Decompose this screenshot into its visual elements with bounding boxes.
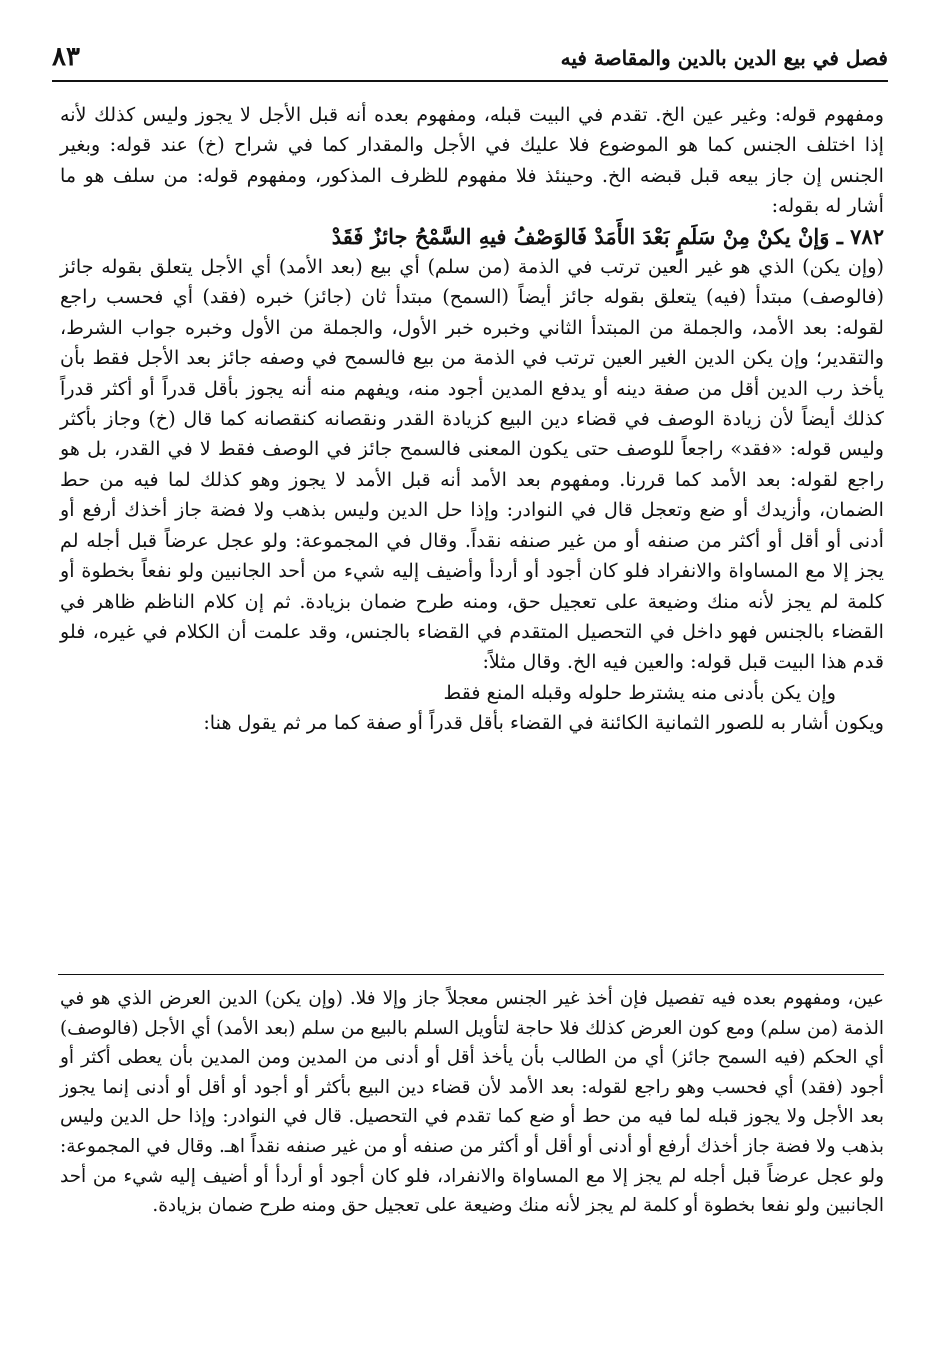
paragraph-intro: ومفهوم قوله: وغير عين الخ. تقدم في البيت قبله، ومفهوم بعده أنه قبل الأجل لا يجوز وليس كذلك لأنه إذا اختلف الجنس كما هو الموضوع فلا عليك في الأجل والمقدار كما في شراح (خ) عند قوله: وبغير الجنس إن جاز بيعه قبل قبضه الخ. وحينئذ فلا مفهوم للظرف المذكور، ومفهوم قوله: من سلف هو ما أشار له بقوله: [60, 103, 884, 218]
quoted-verse: وإن يكن بأدنى منه يشترط حلوله وقبله المنع فقط [443, 680, 836, 704]
footnote-section [60, 984, 884, 1221]
page-number: ٨٣ [52, 42, 80, 72]
paragraph-commentary: (وإن يكن) الذي هو غير العين ترتب في الذمة (من سلم) أي بيع (بعد الأمد) أي الأجل يتعلق بقوله جائز (فالوصف) مبتدأ (فيه) يتعلق بقوله جائز أيضاً (السمح) مبتدأ ثان (جائز) خبره (فقد) أي فحسب راجع لقوله: بعد الأمد، والجملة من المبتدأ الثاني وخبره خبر الأول، والجملة من الأول وخبره جواب الشرط، والتقدير؛ وإن يكن الدين الغير العين ترتب في الذمة من بيع فالسمح في وصفه جائز بعد الأجل فقط بأن يأخذ رب الدين أقل من صفة دينه أو يدفع المدين أجود منه، ويفهم منه أنه يجوز بأقل قدراً أو أكثر قدراً كذلك أيضاً لأن زيادة الوصف في قضاء دين البيع كزيادة القدر ونقصانه كنقصانه كما قال (خ) وجاز بأكثر وليس قوله: «فقد» راجعاً للوصف حتى يكون المعنى فالسمح جائز في الوصف فقط لا في القدر، بل هو راجع لقوله: بعد الأمد كما قررنا. ومفهوم بعد الأمد أنه قبل الأمد لا يجوز وهو كذلك لما فيه من حط الضمان، وأزيدك أو ضع وتعجل قال في النوادر: وإذا حل الدين وليس بذهب ولا فضة جاز أخذك أرفع أو أدنى أو أقل أو أكثر من صنفه أو من غير صنفه نقداً. وقال في المجموعة: ولو عجل عرضاً قبل أجله لم يجز إلا مع المساواة والانفراد فلو كان أجود أو أردأ وأضيف إليه شيء من أحد الجانبين ولو نفعاً بخطوة أو كلمة لم يجز لأنه منك وضيعة على تعجيل حق، ومنه طرح ضمان بزيادة. ثم إن كلام الناظم ظاهر في القضاء بالجنس فهو داخل في التحصيل المتقدم في القضاء بالجنس، وقد علمت أن الكلام في غيره، فلو قدم هذا البيت قبل قوله: والعين فيه الخ. وقال مثلاً: [60, 255, 884, 674]
page-header [52, 40, 888, 82]
running-title: فصل في بيع الدين بالدين والمقاصة فيه [560, 46, 888, 70]
footnote-text: عين، ومفهوم بعده فيه تفصيل فإن أخذ غير الجنس معجلاً جاز وإلا فلا. (وإن يكن) الدين العرض الذي هو في الذمة (من سلم) ومع كون العرض كذلك فلا حاجة لتأويل السلم بالبيع من سلم (بعد الأمد) أي الأجل (فالوصف) أي الحكم (فيه السمح جائز) أي من الطالب بأن يأخذ أقل أو أدنى من المدين ومن المدين بأن يعطى أكثر أو أجود (فقد) أي فحسب وهو راجع لقوله: بعد الأمد لأن قضاء دين البيع بأكثر أو أجود أو أقل أو أدنى إنما يجوز بعد الأجل ولا يجوز قبله لما فيه من حط أو ضع كما تقدم في التحصيل. قال في النوادر: وإذا حل الدين وليس بذهب ولا فضة جاز أخذك أرفع أو أدنى أو أقل أو أكثر من صنفه أو من غير صنفه نقداً اهـ. وقال في المجموعة: ولو عجل عرضاً قبل أجله لم يجز إلا مع المساواة والانفراد، فلو كان أجود أو أردأ أو أضيف إليه شيء من أحد الجانبين ولو نفعا بخطوة أو كلمة لم يجز لأنه منك وضيعة على تعجيل حق ومنه طرح ضمان بزيادة. [60, 988, 884, 1217]
main-text [60, 100, 884, 739]
footnote-divider [58, 974, 884, 975]
paragraph-closing: ويكون أشار به للصور الثمانية الكائنة في القضاء بأقل قدراً أو صفة كما مر ثم يقول هنا: [203, 711, 884, 735]
verse-782: ٧٨٢ ـ وَإنْ يكنْ مِنْ سَلَمٍ بَعْدَ الأَمَدْ فَالوَصْفُ فيهِ السَّمْحُ جائزٌ فَقَدْ [331, 223, 884, 249]
